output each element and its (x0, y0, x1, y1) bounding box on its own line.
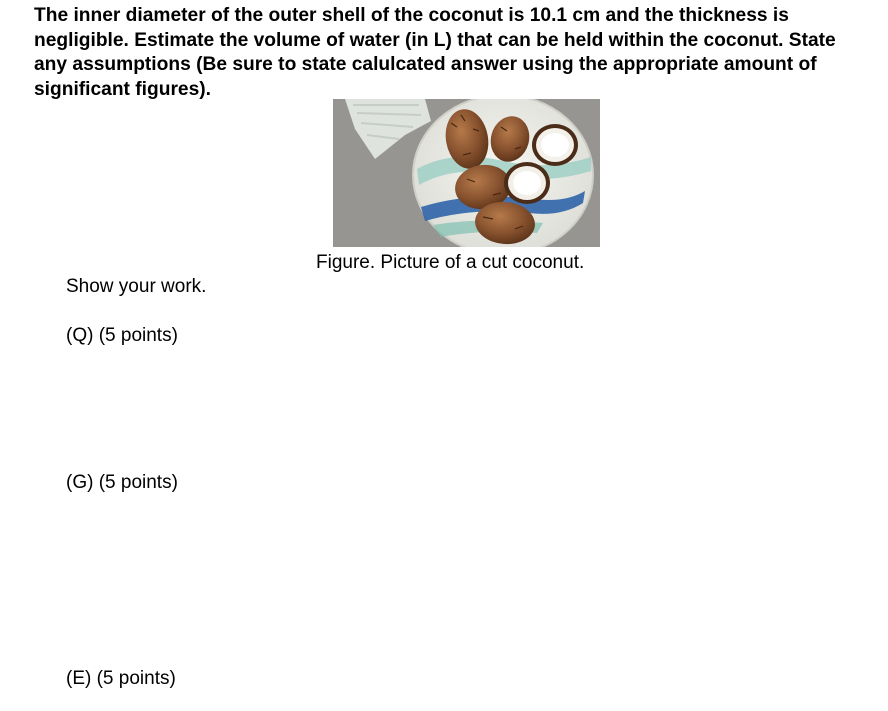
part-q-label: (Q) (5 points) (66, 325, 178, 346)
figure-caption: Figure. Picture of a cut coconut. (316, 252, 585, 273)
part-e-label: (E) (5 points) (66, 668, 176, 689)
show-work-instruction: Show your work. (66, 276, 207, 297)
part-g-label: (G) (5 points) (66, 472, 178, 493)
question-text: The inner diameter of the outer shell of the coconut is 10.1 cm and the thickness is negligible. Estimate the volume of water (in L) that can be held within the coconut. State any assumptions (Be sure to state calulcated answer using the appropriate amount of significant figures). (34, 5, 836, 100)
coconut-photo (333, 99, 600, 247)
